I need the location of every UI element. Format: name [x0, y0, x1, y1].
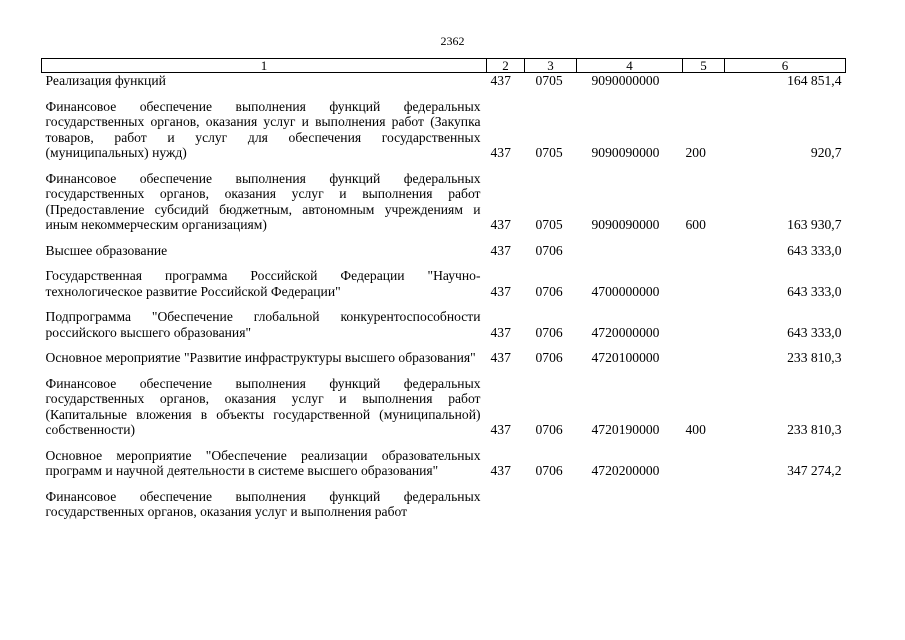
row-amount: 233 810,3 [787, 350, 842, 365]
row-col-5 [683, 489, 725, 520]
row-name: Финансовое обеспечение выполнения функций федеральных государственных органов, оказания услуг и выполнения работ (Предоставление субсидий бюджетным, автономным учреждениям и иным некоммерческим организациям) [45, 170, 481, 232]
row-amount: 643 333,0 [787, 283, 842, 299]
row-col-3: 0706 [535, 463, 563, 478]
table-row [42, 350, 846, 376]
row-col-4: 4720000000 [591, 324, 660, 340]
row-col-5 [683, 309, 725, 350]
row-col-2: 437 [490, 217, 511, 232]
row-name: Финансовое обеспечение выполнения функций федеральных государственных органов, оказания услуг и выполнения работ (Капитальные вложения в объекты государственной (муниципальной) собственности) [45, 375, 481, 437]
row-col-5 [683, 73, 725, 99]
row-name: Государственная программа Российской Федерации "Научно-технологическое развитие Российской Федерации" [45, 268, 481, 299]
row-col-2: 437 [490, 422, 511, 437]
row-col-3: 0706 [535, 283, 563, 299]
header-col-2: 2 [487, 59, 525, 73]
row-col-3: 0706 [535, 242, 563, 258]
table-row [42, 448, 846, 489]
row-amount: 643 333,0 [787, 324, 842, 340]
header-col-3: 3 [525, 59, 577, 73]
row-col-4: 4720200000 [591, 463, 660, 478]
row-amount: 164 851,4 [787, 73, 842, 88]
row-col-5 [683, 243, 725, 269]
row-col-3: 0705 [535, 217, 563, 232]
row-col-2: 437 [490, 324, 511, 340]
table-row [42, 309, 846, 350]
row-col-4: 9090090000 [591, 217, 660, 232]
row-name: Подпрограмма "Обеспечение глобальной конкурентоспособности российского высшего образования" [45, 309, 481, 340]
table-row [42, 171, 846, 243]
row-col-5: 400 [685, 422, 706, 437]
row-col-5: 600 [685, 217, 706, 232]
header-col-1: 1 [42, 59, 487, 73]
row-col-4 [577, 243, 683, 269]
table-row [42, 243, 846, 269]
row-col-3: 0706 [535, 324, 563, 340]
row-col-3: 0706 [535, 422, 563, 437]
row-col-5: 200 [685, 145, 706, 160]
table-row [42, 73, 846, 99]
table-row [42, 99, 846, 171]
row-name: Финансовое обеспечение выполнения функций федеральных государственных органов, оказания услуг и выполнения работ [45, 488, 481, 519]
row-col-2: 437 [490, 350, 511, 365]
header-col-5: 5 [683, 59, 725, 73]
row-amount: 643 333,0 [787, 242, 842, 258]
row-col-3 [525, 489, 577, 520]
row-col-2: 437 [490, 145, 511, 160]
table-row [42, 268, 846, 309]
row-name: Основное мероприятие "Обеспечение реализации образовательных программ и научной деятельности в системе высшего образования" [45, 447, 481, 478]
row-amount [725, 489, 846, 520]
row-col-2: 437 [490, 463, 511, 478]
header-row [42, 59, 846, 73]
header-col-6: 6 [725, 59, 846, 73]
table-row [42, 376, 846, 448]
row-col-5 [683, 350, 725, 376]
row-col-5 [683, 268, 725, 309]
row-col-5 [683, 448, 725, 489]
row-col-3: 0705 [535, 145, 563, 160]
row-amount: 233 810,3 [787, 422, 842, 437]
header-col-4: 4 [577, 59, 683, 73]
table-row [42, 489, 846, 520]
row-amount: 920,7 [810, 145, 842, 160]
row-name: Реализация функций [45, 73, 166, 88]
row-col-4: 4700000000 [591, 283, 660, 299]
row-col-2: 437 [490, 242, 511, 258]
row-amount: 163 930,7 [787, 217, 842, 232]
page-number: 2362 [440, 34, 465, 48]
budget-table [41, 58, 846, 520]
row-amount: 347 274,2 [787, 463, 842, 478]
row-col-3: 0706 [535, 350, 563, 365]
row-col-4: 9090090000 [591, 145, 660, 160]
row-col-2: 437 [490, 73, 511, 88]
row-col-2: 437 [490, 283, 511, 299]
row-col-4: 4720100000 [591, 350, 660, 365]
row-col-4: 4720190000 [591, 422, 660, 437]
row-col-4: 9090000000 [591, 73, 660, 88]
row-col-3: 0705 [535, 73, 563, 88]
row-col-4 [577, 489, 683, 520]
row-name: Высшее образование [45, 242, 168, 258]
row-col-2 [487, 489, 525, 520]
row-name: Финансовое обеспечение выполнения функций федеральных государственных органов, оказания услуг и выполнения работ (Закупка товаров, работ и услуг для обеспечения государственных (муниципальных) нужд) [45, 98, 481, 160]
row-name: Основное мероприятие "Развитие инфраструктуры высшего образования" [45, 350, 476, 365]
